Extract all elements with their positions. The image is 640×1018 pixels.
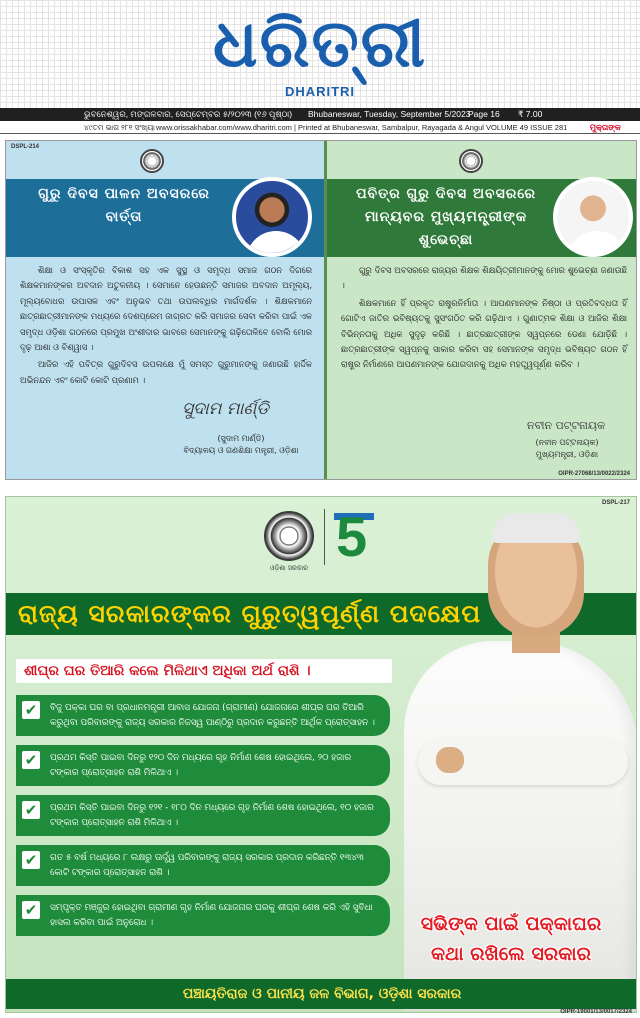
cm-greeting-panel xyxy=(324,141,636,479)
feature-text: ବିଜୁ ପକ୍କା ଘର ବା ପ୍ରଧାନମନ୍ତ୍ରୀ ଆବାସ ଯୋଜନା (ଗ୍ରାମୀଣ) ଯୋଜନାରେ ଶୀଘ୍ର ଘର ତିଆରି କରୁଥିବା ପରିବାରଙ୍କୁ ରାଜ୍ୟ ସରକାର ନିଜସ୍ୱ ପାଣ୍ଠିରୁ ପ୍ରଦାନ କରୁଛନ୍ତି ଆର୍ଥିକ ପ୍ରୋତ୍ସାହନ । xyxy=(50,703,375,728)
newspaper-logo-subtitle: DHARITRI xyxy=(284,84,356,99)
list-item xyxy=(16,795,390,836)
minister-message-panel xyxy=(6,141,324,479)
minister-signature: ସୁଦାମ ମାର୍ଣ୍ଡି xyxy=(182,399,269,419)
cm-greeting-title: ପବିତ୍ର ଗୁରୁ ଦିବସ ଅବସରରେ ମାନ୍ୟବର ମୁଖ୍ୟମନ୍ତ୍ରୀଙ୍କ ଶୁଭେଚ୍ଛା xyxy=(333,181,559,254)
ad-reference-number: OIPR-27068/13/0022/2324 xyxy=(558,471,630,477)
page-number: Page 16 xyxy=(468,109,500,119)
minister-role: ବିଦ୍ୟାଳୟ ଓ ଗଣଶିକ୍ଷା ମନ୍ତ୍ରୀ, ଓଡ଼ିଶା xyxy=(183,446,299,455)
odia-date-line: ଭୁବନେଶ୍ୱର, ମଙ୍ଗଳବାର, ସେପ୍ଟେମ୍ବର ୫/୨୦୨୩ (୧୬ ପୃଷ୍ଠା) xyxy=(84,109,293,119)
english-date-line: Bhubaneswar, Tuesday, September 5/2023 xyxy=(308,109,471,119)
message-paragraph: ଗୁରୁ ଦିବସ ଅବସରରେ ରାଜ୍ୟର ଶିକ୍ଷକ ଶିକ୍ଷୟିତ୍ରୀମାନଙ୍କୁ ମୋର ଶୁଭେଚ୍ଛା ଜଣାଉଛି । xyxy=(341,265,627,291)
feature-text: ସମ୍ପୃକ୍ତ ମଞ୍ଜୁର ହୋଇଥିବା ଗ୍ରାମୀଣ ଗୃହ ନିର୍ମାଣ ଯୋଜନାର ଘରକୁ ଶୀଘ୍ର ଶେଷ କରି ଏହି ସୁବିଧା ହାସଲ କରିବା ପାଇଁ ଅନୁରୋଧ । xyxy=(50,903,373,928)
message-paragraph: ଶିକ୍ଷା ଓ ସଂସ୍କୃତିର ବିକାଶ ସହ ଏକ ସୁସ୍ଥ ଓ ସମୃଦ୍ଧ ସମାଜ ଗଠନ ଦିଗରେ ଶିକ୍ଷକମାନଙ୍କର ଅବଦାନ ଅତୁଳନୀୟ । ସେମାନେ ହେଉଛନ୍ତି ସମାଜର ଅବଦାନ ଅମୂଲ୍ୟ, ମୂଲ୍ୟବୋଧର ଉପାସକ ଏବଂ ଅନୁଭବ ତଥା ଉପଲବ୍ଧିର ମାର୍ଗଦର୍ଶକ । ଶିକ୍ଷକମାନେ ଛାତ୍ରଛାତ୍ରୀମାନଙ୍କ ମଧ୍ୟରେ ଦେଶପ୍ରେମ ଜାଗ୍ରତ କରି ସମାଜର ସେବା କରିବା ପାଇଁ ଏକ ସମୃଦ୍ଧ ଓଡ଼ିଶା ଗଠନରେ ପ୍ରମୁଖ ଅଂଶୀଦାର ଭାବରେ ସେମାନଙ୍କୁ ଗଢ଼ିତୋଳିବେ ବୋଲି ମୋର ଦୃଢ଼ ଆଶା ଓ ବିଶ୍ୱାସ । xyxy=(20,265,312,353)
list-item xyxy=(16,895,390,936)
minister-message-title: ଗୁରୁ ଦିବସ ପାଳନ ଅବସରରେ ବାର୍ତ୍ତା xyxy=(14,181,234,231)
emblem-caption: ଓଡ଼ିଶା ସରକାର xyxy=(269,564,309,572)
odisha-emblem-icon xyxy=(459,149,483,173)
cm-signature-block xyxy=(507,437,627,461)
cm-role: ମୁଖ୍ୟମନ୍ତ୍ରୀ, ଓଡ଼ିଶା xyxy=(535,450,599,459)
odia-issue-line: ୪୯ତମ ଭାଗ ୨୮୧ ସଂଖ୍ୟା xyxy=(84,123,155,132)
checkmark-icon: ✔ xyxy=(22,901,40,919)
volume-issue: VOLUME 49 ISSUE 281 xyxy=(486,123,568,132)
list-item xyxy=(16,695,390,736)
price: ₹ 7.00 xyxy=(518,109,543,119)
sub-headline: ଶୀଘ୍ର ଘର ତିଆରି କଲେ ମିଳିଥାଏ ଅଧିକା ଅର୍ଥ ରାଶି । xyxy=(16,659,392,683)
checkmark-icon: ✔ xyxy=(22,801,40,819)
odisha-emblem-icon xyxy=(264,511,314,561)
cm-greeting-body xyxy=(341,263,627,375)
checkmark-icon: ✔ xyxy=(22,701,40,719)
cm-signature: ନବୀନ ପଟ୍ଟନାୟକ xyxy=(527,419,606,432)
cm-name: (ନବୀନ ପଟ୍ଟନାୟକ) xyxy=(535,438,599,447)
odisha-emblem-icon xyxy=(140,149,164,173)
minister-portrait xyxy=(232,177,312,257)
checkmark-icon: ✔ xyxy=(22,851,40,869)
cm-portrait xyxy=(553,177,633,257)
slogan xyxy=(398,909,624,969)
masthead-date-strip xyxy=(0,108,640,121)
list-item xyxy=(16,745,390,786)
mukta-label: ମୁକ୍ତାଙ୍କ xyxy=(590,123,621,132)
slogan-line: କଥା ରଖିଲେ ସରକାର xyxy=(430,943,592,965)
main-banner-title: ରାଜ୍ୟ ସରକାରଙ୍କର ଗୁରୁତ୍ୱପୂର୍ଣ୍ଣ ପଦକ୍ଷେପ xyxy=(18,599,482,628)
five-t-logo: 5 xyxy=(336,505,368,568)
feature-text: ଗତ ୫ ବର୍ଷ ମଧ୍ୟରେ ୮ ଲକ୍ଷରୁ ଊର୍ଦ୍ଧ୍ୱ ପରିବାରଙ୍କୁ ରାଜ୍ୟ ସରକାର ପ୍ରଦାନ କରିଛନ୍ତି ୧୩୪୩ କୋଟି ଟଙ୍କାର ପ୍ରୋତ୍ସାହନ ରାଶି । xyxy=(50,853,364,878)
logo-divider xyxy=(324,509,325,565)
feature-text: ପ୍ରଥମ କିସ୍ତି ପାଇବା ଦିନରୁ ୧୨୦ ଦିନ ମଧ୍ୟରେ ଗୃହ ନିର୍ମାଣ ଶେଷ ହୋଇଥିଲେ, ୨୦ ହଜାର ଟଙ୍କାର ପ୍ରୋତ୍ସାହନ ରାଶି ମିଳିଥାଏ । xyxy=(50,753,352,778)
newspaper-logo: ଧରିତ୍ରୀ xyxy=(212,4,428,82)
minister-name: (ସୁଦାମ ମାର୍ଣ୍ଡି) xyxy=(217,434,265,443)
minister-message-body xyxy=(20,263,312,390)
housing-scheme-advertisement xyxy=(5,496,637,1013)
feature-text: ପ୍ରଥମ କିସ୍ତି ପାଇବା ଦିନରୁ ୧୨୧ - ୧୮୦ ଦିନ ମଧ୍ୟରେ ଗୃହ ନିର୍ମାଣ ଶେଷ ହୋଇଥିଲେ, ୧୦ ହଜାର ଟଙ୍କାର ପ୍ରୋତ୍ସାହନ ରାଶି ମିଳିଥାଏ । xyxy=(50,803,374,828)
ad-code: DSPL-217 xyxy=(601,500,630,506)
minister-signature-block xyxy=(156,433,326,457)
feature-list xyxy=(16,695,396,945)
masthead-info-strip xyxy=(0,121,640,134)
masthead xyxy=(0,0,640,108)
ad-reference-number: OIPR-19001/13/0017/2324 xyxy=(560,1009,632,1015)
ad-code: DSPL-214 xyxy=(11,144,40,150)
department-footer: ପଞ୍ଚାୟତିରାଜ ଓ ପାନୀୟ ଜଳ ବିଭାଗ, ଓଡ଼ିଶା ସରକାର xyxy=(6,979,637,1009)
teachers-day-advertisement xyxy=(5,140,637,480)
slogan-line: ସଭିଙ୍କ ପାଇଁ ପକ୍କାଘର xyxy=(420,913,602,935)
message-paragraph: ଆଜିର ଏହି ପବିତ୍ର ଗୁରୁଦିବସ ଉପଲକ୍ଷେ ମୁଁ ସମସ୍ତ ଗୁରୁମାନଙ୍କୁ ଜଣାଉଛି ହାର୍ଦ୍ଦିକ ଅଭିନନ୍ଦନ ଏବଂ କୋଟି କୋଟି ପ୍ରଣାମ । xyxy=(20,359,312,385)
checkmark-icon: ✔ xyxy=(22,751,40,769)
list-item xyxy=(16,845,390,886)
website-print-line: www.orissakhabar.com/www.dharitri.com | Printed at Bhubaneswar, Sambalpur, Rayagada & Angul xyxy=(156,123,484,132)
message-paragraph: ଶିକ୍ଷକମାନେ ହିଁ ପ୍ରକୃତ ରାଷ୍ଟ୍ରନିର୍ମାତା । ଆପଣମାନଙ୍କ ନିଷ୍ଠା ଓ ପ୍ରତିବଦ୍ଧତା ହିଁ ଗୋଟିଏ ଜାତିର ଭବିଷ୍ୟତକୁ ସୁସଂଗଠିତ କରି ଗଢ଼ିଥାଏ । ଗୁଣାତ୍ମକ ଶିକ୍ଷା ଓ ଆଜିର ଶିକ୍ଷା ବିଭିନ୍ନତାକୁ ଅଧିକ ସୁଦୃଢ଼ କରିଛି । ଛାତ୍ରଛାତ୍ରୀଙ୍କ ସ୍ୱପ୍ନରେ ଡେଣା ଯୋଡ଼ିଛି । ଛାତ୍ରଛାତ୍ରୀଙ୍କ ସ୍ୱପ୍ନକୁ ସାକାର କରିବା ସହ ସେମାନଙ୍କ ସମୃଦ୍ଧ ଭବିଷ୍ୟତ ଗଠନ ହିଁ ରାଷ୍ଟ୍ର ନିର୍ମାଣରେ ଆପଣମାନଙ୍କ ଯୋଗଦାନକୁ ଅଧିକ ମହତ୍ତ୍ୱପୂର୍ଣ୍ଣ କରିବ । xyxy=(341,297,627,370)
